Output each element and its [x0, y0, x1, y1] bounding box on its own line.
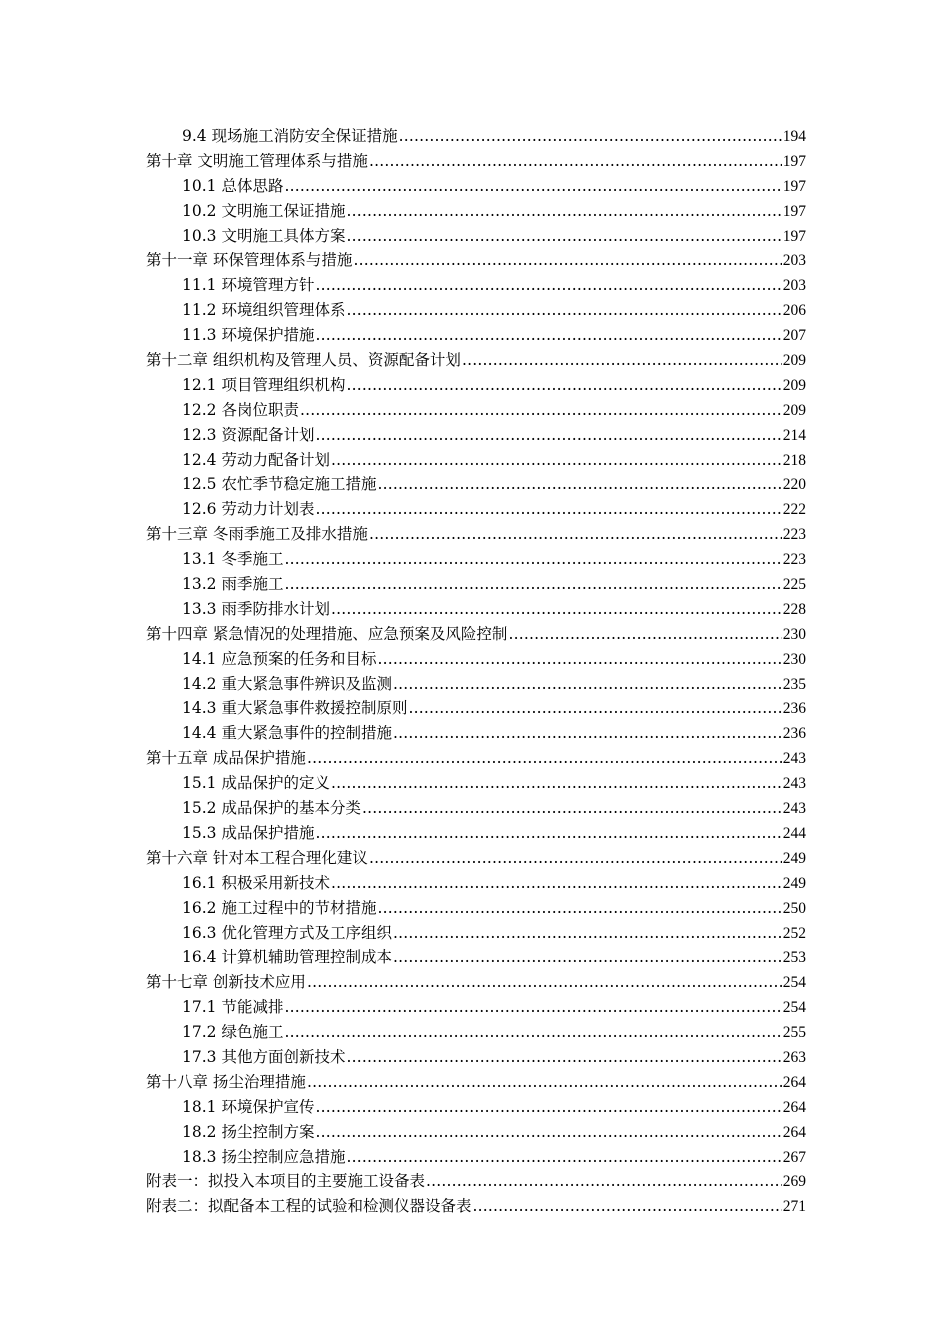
- toc-entry-title: 16.4 计算机辅助管理控制成本: [182, 948, 392, 967]
- toc-page-number: 203: [782, 252, 806, 270]
- toc-section-entry[interactable]: [146, 373, 806, 398]
- toc-dot-leader: [331, 771, 782, 796]
- toc-section-entry[interactable]: [146, 572, 806, 597]
- toc-dot-leader: [315, 273, 781, 298]
- toc-dot-leader: [346, 1045, 781, 1070]
- toc-page-number: 243: [782, 800, 806, 818]
- toc-dot-leader: [315, 1120, 781, 1145]
- toc-dot-leader: [362, 796, 782, 821]
- toc-section-entry[interactable]: [146, 323, 806, 348]
- toc-section-entry[interactable]: [146, 597, 806, 622]
- toc-section-entry[interactable]: [146, 672, 806, 697]
- toc-entry-title: 第十四章 紧急情况的处理措施、应急预案及风险控制: [146, 624, 508, 643]
- toc-dot-leader: [346, 373, 781, 398]
- toc-dot-leader: [353, 248, 781, 273]
- toc-entry-title: 第十六章 针对本工程合理化建议: [146, 848, 368, 867]
- toc-dot-leader: [300, 398, 782, 423]
- toc-entry-title: 15.1 成品保护的定义: [182, 774, 330, 793]
- toc-dot-leader: [369, 522, 782, 547]
- toc-entry-title: 18.1 环境保护宣传: [182, 1097, 315, 1116]
- toc-section-entry[interactable]: [146, 796, 806, 821]
- toc-section-entry[interactable]: [146, 273, 806, 298]
- toc-page-number: 214: [782, 426, 806, 444]
- toc-chapter-entry[interactable]: [146, 149, 806, 174]
- toc-page-number: 264: [782, 1123, 806, 1141]
- toc-page-number: 263: [782, 1048, 806, 1066]
- toc-dot-leader: [399, 124, 782, 149]
- toc-dot-leader: [508, 622, 781, 647]
- toc-dot-leader: [377, 896, 781, 921]
- toc-page-number: 269: [782, 1173, 806, 1191]
- toc-entry-title: 第十章 文明施工管理体系与措施: [146, 151, 368, 170]
- toc-page-number: 253: [782, 949, 806, 967]
- toc-section-entry[interactable]: [146, 696, 806, 721]
- toc-dot-leader: [331, 871, 782, 896]
- toc-page-number: 197: [782, 152, 806, 170]
- toc-section-entry[interactable]: [146, 448, 806, 473]
- toc-section-entry[interactable]: [146, 871, 806, 896]
- toc-chapter-entry[interactable]: [146, 1070, 806, 1095]
- toc-entry-title: 18.3 扬尘控制应急措施: [182, 1147, 346, 1166]
- toc-page-number: 230: [782, 625, 806, 643]
- toc-section-entry[interactable]: [146, 721, 806, 746]
- toc-dot-leader: [284, 995, 781, 1020]
- toc-page-number: 264: [782, 1098, 806, 1116]
- toc-chapter-entry[interactable]: [146, 970, 806, 995]
- toc-section-entry[interactable]: [146, 224, 806, 249]
- toc-page-number: 243: [782, 750, 806, 768]
- toc-dot-leader: [331, 597, 782, 622]
- toc-entry-title: 附表二：拟配备本工程的试验和检测仪器设备表: [146, 1197, 472, 1216]
- toc-page-number: 230: [782, 650, 806, 668]
- toc-section-entry[interactable]: [146, 174, 806, 199]
- toc-entry-title: 12.2 各岗位职责: [182, 400, 299, 419]
- toc-dot-leader: [346, 199, 781, 224]
- toc-section-entry[interactable]: [146, 423, 806, 448]
- toc-page-number: 254: [782, 974, 806, 992]
- toc-chapter-entry[interactable]: [146, 846, 806, 871]
- toc-page-number: 197: [782, 177, 806, 195]
- toc-page-number: 249: [782, 849, 806, 867]
- toc-page-number: 206: [782, 302, 806, 320]
- toc-entry-title: 10.1 总体思路: [182, 176, 284, 195]
- toc-page-number: 194: [782, 128, 806, 145]
- toc-entry-title: 14.2 重大紧急事件辨识及监测: [182, 674, 392, 693]
- toc-chapter-entry[interactable]: [146, 522, 806, 547]
- toc-entry-title: 11.3 环境保护措施: [182, 326, 315, 345]
- toc-section-entry[interactable]: [146, 1145, 806, 1170]
- toc-dot-leader: [315, 1095, 781, 1120]
- toc-entry-title: 17.2 绿色施工: [182, 1023, 284, 1042]
- toc-dot-leader: [284, 174, 781, 199]
- toc-entry-title: 16.2 施工过程中的节材措施: [182, 898, 377, 917]
- toc-entry-title: 17.1 节能减排: [182, 998, 284, 1017]
- toc-dot-leader: [377, 647, 781, 672]
- toc-page-number: 255: [782, 1024, 806, 1042]
- toc-entry-title: 16.1 积极采用新技术: [182, 873, 330, 892]
- toc-entry-title: 11.2 环境组织管理体系: [182, 301, 346, 320]
- toc-page-number: 220: [782, 476, 806, 494]
- toc-page-number: 218: [782, 451, 806, 469]
- toc-dot-leader: [307, 746, 782, 771]
- toc-page-number: 203: [782, 277, 806, 295]
- toc-entry-title: 第十五章 成品保护措施: [146, 749, 306, 768]
- toc-dot-leader: [393, 945, 782, 970]
- toc-page-number: 250: [782, 899, 806, 917]
- toc-section-entry[interactable]: [146, 821, 806, 846]
- toc-dot-leader: [393, 672, 782, 697]
- toc-dot-leader: [393, 721, 782, 746]
- toc-entry-title: 13.3 雨季防排水计划: [182, 599, 330, 618]
- toc-entry-title: 12.1 项目管理组织机构: [182, 375, 346, 394]
- toc-entry-title: 第十一章 环保管理体系与措施: [146, 251, 353, 270]
- toc-page-number: 207: [782, 327, 806, 345]
- toc-section-entry[interactable]: [146, 199, 806, 224]
- toc-entry-title: 13.1 冬季施工: [182, 550, 284, 569]
- toc-page-number: 243: [782, 775, 806, 793]
- toc-chapter-entry[interactable]: [146, 622, 806, 647]
- toc-page-number: 264: [782, 1073, 806, 1091]
- toc-entry-title: 10.3 文明施工具体方案: [182, 226, 346, 245]
- toc-section-entry[interactable]: [146, 771, 806, 796]
- toc-dot-leader: [307, 1070, 782, 1095]
- toc-page-number: 228: [782, 600, 806, 618]
- toc-chapter-entry[interactable]: [146, 1169, 806, 1194]
- toc-dot-leader: [369, 149, 782, 174]
- toc-entry-title: 13.2 雨季施工: [182, 575, 284, 594]
- toc-page-number: 267: [782, 1148, 806, 1166]
- toc-entry-title: 第十八章 扬尘治理措施: [146, 1072, 306, 1091]
- toc-chapter-entry[interactable]: [146, 348, 806, 373]
- toc-entry-title: 12.3 资源配备计划: [182, 425, 315, 444]
- toc-dot-leader: [315, 497, 781, 522]
- toc-dot-leader: [307, 970, 782, 995]
- toc-page-number: 271: [782, 1198, 806, 1216]
- toc-page-number: 223: [782, 551, 806, 569]
- toc-chapter-entry[interactable]: [146, 248, 806, 273]
- toc-dot-leader: [462, 348, 782, 373]
- toc-dot-leader: [315, 323, 781, 348]
- toc-section-entry[interactable]: [146, 1095, 806, 1120]
- toc-entry-title: 11.1 环境管理方针: [182, 276, 315, 295]
- toc-section-entry[interactable]: [146, 1020, 806, 1045]
- toc-entry-title: 10.2 文明施工保证措施: [182, 201, 346, 220]
- toc-section-entry[interactable]: [146, 921, 806, 946]
- toc-entry-title: 16.3 优化管理方式及工序组织: [182, 923, 392, 942]
- toc-section-entry[interactable]: [146, 647, 806, 672]
- toc-dot-leader: [393, 921, 782, 946]
- toc-entry-title: 14.4 重大紧急事件的控制措施: [182, 724, 392, 743]
- toc-page-number: 235: [782, 675, 806, 693]
- toc-page-number: 197: [782, 202, 806, 220]
- toc-entry-title: 12.5 农忙季节稳定施工措施: [182, 475, 377, 494]
- toc-entry-title: 17.3 其他方面创新技术: [182, 1047, 346, 1066]
- toc-section-entry[interactable]: [146, 547, 806, 572]
- toc-section-entry[interactable]: [146, 945, 806, 970]
- toc-entry-title: 12.4 劳动力配备计划: [182, 450, 330, 469]
- toc-dot-leader: [346, 224, 781, 249]
- toc-entry-title: 18.2 扬尘控制方案: [182, 1122, 315, 1141]
- toc-dot-leader: [346, 298, 781, 323]
- toc-page-number: 197: [782, 227, 806, 245]
- toc-dot-leader: [315, 423, 781, 448]
- toc-entry-title: 第十二章 组织机构及管理人员、资源配备计划: [146, 351, 461, 370]
- toc-page-number: 236: [782, 700, 806, 718]
- toc-section-entry[interactable]: [146, 398, 806, 423]
- toc-page-number: 236: [782, 725, 806, 743]
- toc-dot-leader: [315, 821, 781, 846]
- toc-section-entry[interactable]: [146, 298, 806, 323]
- toc-dot-leader: [369, 846, 782, 871]
- toc-dot-leader: [473, 1194, 782, 1219]
- toc-section-entry[interactable]: [146, 124, 806, 149]
- toc-page-number: 209: [782, 376, 806, 394]
- toc-dot-leader: [284, 1020, 781, 1045]
- toc-dot-leader: [377, 472, 781, 497]
- toc-page-number: 254: [782, 999, 806, 1017]
- toc-page-number: 252: [782, 924, 806, 942]
- toc-page-number: 223: [782, 526, 806, 544]
- toc-dot-leader: [284, 572, 781, 597]
- toc-page-number: 225: [782, 576, 806, 594]
- toc-entry-title: 15.3 成品保护措施: [182, 823, 315, 842]
- toc-page-number: 209: [782, 352, 806, 370]
- toc-entry-title: 14.1 应急预案的任务和目标: [182, 649, 377, 668]
- toc-entry-title: 附表一：拟投入本项目的主要施工设备表: [146, 1172, 426, 1191]
- toc-entry-title: 15.2 成品保护的基本分类: [182, 799, 361, 818]
- toc-dot-leader: [331, 448, 782, 473]
- toc-section-entry[interactable]: [146, 497, 806, 522]
- toc-entry-title: 12.6 劳动力计划表: [182, 500, 315, 519]
- toc-section-entry[interactable]: [146, 1120, 806, 1145]
- toc-dot-leader: [408, 696, 781, 721]
- toc-section-entry[interactable]: [146, 1045, 806, 1070]
- toc-section-entry[interactable]: [146, 995, 806, 1020]
- toc-entry-title: 第十七章 创新技术应用: [146, 973, 306, 992]
- toc-dot-leader: [426, 1169, 782, 1194]
- toc-dot-leader: [284, 547, 781, 572]
- toc-chapter-entry[interactable]: [146, 1194, 806, 1219]
- toc-page-number: 209: [782, 401, 806, 419]
- toc-section-entry[interactable]: [146, 896, 806, 921]
- toc-page-number: 249: [782, 874, 806, 892]
- toc-section-entry[interactable]: [146, 472, 806, 497]
- toc-entry-title: 9.4 现场施工消防安全保证措施: [182, 127, 398, 145]
- toc-page-number: 244: [782, 824, 806, 842]
- toc-entry-title: 第十三章 冬雨季施工及排水措施: [146, 525, 368, 544]
- toc-page-number: 222: [782, 501, 806, 519]
- toc-dot-leader: [346, 1145, 781, 1170]
- toc-entry-title: 14.3 重大紧急事件救援控制原则: [182, 699, 408, 718]
- table-of-contents: [146, 124, 806, 1219]
- toc-chapter-entry[interactable]: [146, 746, 806, 771]
